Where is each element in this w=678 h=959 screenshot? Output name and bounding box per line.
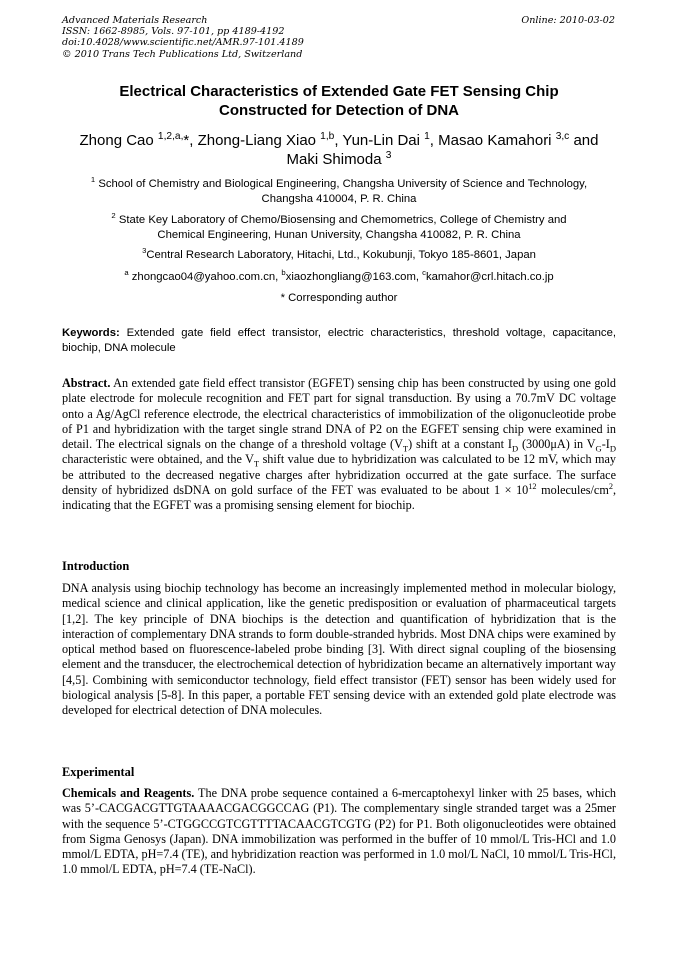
email-line [62, 270, 616, 285]
abstract-text: molecules/cm [536, 483, 609, 498]
affiliation-text: Central Research Laboratory, Hitachi, Ltd., Kokubunji, Tokyo 185-8601, Japan [146, 249, 536, 261]
affiliation-text: School of Chemistry and Biological Engineering, Changsha University of Science and Technology, [95, 178, 588, 190]
subsection-label: Chemicals and Reagents. [62, 786, 195, 800]
author-superscript: 3 [385, 150, 392, 161]
superscript: 2 [608, 482, 613, 492]
abstract-text: ) shift at a constant I [408, 437, 512, 452]
abstract-text: (3000μA) in V [518, 437, 596, 452]
journal-name: Advanced Materials Research [62, 15, 208, 26]
abstract-text: -I [601, 437, 610, 452]
author-superscript: 3,c [555, 131, 570, 142]
introduction-text: DNA analysis using biochip technology has become an increasingly implemented method in molecular biology, medical science and clinical application, like the genetic predisposition or evaluation of pharmaceutical targets [1,2]. The key principle of DNA biochips is the detection and quantification of hybridization that is the interaction of complementary DNA strands to form double-stranded hybrids. Most DNA chips were examined by optical method based on fluorescence-labeled probe binding [3]. With direct signal coupling of the biosensing element and the transducer, the electrochemical detection of hybridization became an alternatively important way [4,5]. Combining with semiconductor technology, field effect transistor (FET) sensor has been widely used for biological analysis [5-8]. In this paper, a portable FET sensing device with an extended gold plate electrode was developed for electrical detection of DNA molecules. [62, 581, 616, 718]
keywords [62, 326, 616, 356]
affiliation-line: Chemical Engineering, Hunan University, Changsha 410082, P. R. China [157, 229, 521, 241]
experimental-text: The DNA probe sequence contained a 6-mercaptohexyl linker with 25 bases, which was 5’-CACGACGTTGTAAAACGACGGCCAG (P1). The complementary single stranded target was a 25mer with the sequence 5’-CTGGCCGTCGTTTTACAACGTCGTG (P2) for P1. Both oligonucleotides were obtained from Sigma Genosys (Japan). DNA immobilization was performed in the buffer of 10 mmol/L Tris-HCl and 1.0 mmol/L EDTA, pH=7.4 (TE), and hybridization reaction was performed in 1.0 mol/L NaCl, 10 mmol/L Tris-HCl, 1.0 mmol/L EDTA, pH=7.4 (TE-NaCl). [62, 786, 616, 877]
email-superscript: c [422, 268, 426, 278]
abstract-label: Abstract. [62, 376, 111, 390]
online-date: Online: 2010-03-02 [521, 15, 615, 26]
author-name: , Yun-Lin Dai [334, 132, 425, 149]
subscript: D [609, 443, 617, 454]
subscript: T [402, 443, 409, 454]
corresponding-author: * Corresponding author [280, 292, 398, 304]
email-superscript: b [281, 268, 286, 278]
paper-title [62, 82, 616, 120]
email-address: xiaozhongliang@163.com, [285, 271, 423, 283]
author-superscript: 1 [424, 131, 430, 142]
abstract-text: An extended gate field effect transistor (EGFET) sensing chip has been constructed by using one gold plate electrode for molecule recognition and FET part for signal transduction. By using a 70.7mV DC voltage onto a Ag/AgCl reference electrode, the electrical characteristics of immobilization of the oligonucleotide probe of P1 and hybridization with the target single strand DNA of P2 on the EGFET sensing chip were examined in detail. The electrical signals on the change of a threshold voltage (V [62, 376, 616, 452]
affiliation-number: 3 [142, 246, 147, 256]
subscript: T [253, 458, 260, 469]
affiliation-text: State Key Laboratory of Chemo/Biosensing and Chemometrics, College of Chemistry and [115, 214, 567, 226]
introduction-heading: Introduction [62, 559, 130, 573]
subscript: D [511, 443, 519, 454]
author-line-1 [62, 131, 616, 150]
affiliation-3 [62, 248, 616, 263]
abstract-text: , indicating that the EGFET was a promising sensing element for biochip. [62, 483, 616, 513]
affiliation-line: Changsha 410004, P. R. China [261, 193, 417, 205]
email-address: zhongcao04@yahoo.com.cn, [128, 271, 282, 283]
author-name: Maki Shimoda [286, 151, 386, 168]
keywords-label: Keywords: [62, 327, 120, 339]
doi-line: doi:10.4028/www.scientific.net/AMR.97-101.4189 [62, 37, 304, 49]
affiliation-number: 1 [90, 175, 96, 185]
affiliation-1 [62, 177, 616, 207]
corresponding-star: * [183, 132, 190, 149]
keywords-text: Extended gate field effect transistor, electric characteristics, threshold voltage, capacitance, biochip, DNA molecule [62, 327, 616, 354]
author-superscript: 1,b [320, 131, 335, 142]
author-and: and [569, 132, 599, 149]
title-line-2: Constructed for Detection of DNA [219, 102, 459, 119]
author-name: , Zhong-Liang Xiao [189, 132, 321, 149]
journal-header [62, 15, 304, 60]
email-address: kamahor@crl.hitach.co.jp [426, 271, 554, 283]
email-superscript: a [124, 268, 129, 278]
affiliation-line [62, 213, 616, 228]
abstract-text: characteristic were obtained, and the V [62, 452, 254, 467]
experimental-paragraph [62, 786, 616, 878]
affiliation-number: 2 [111, 211, 116, 221]
issn-line: ISSN: 1662-8985, Vols. 97-101, pp 4189-4192 [62, 26, 285, 38]
author-name: , Masao Kamahori [429, 132, 556, 149]
author-name: Zhong Cao [79, 132, 158, 149]
abstract [62, 376, 616, 514]
author-superscript: 1,2,a, [157, 131, 184, 142]
author-list [62, 131, 616, 169]
copyright-line: © 2010 Trans Tech Publications Ltd, Switzerland [62, 48, 303, 60]
experimental-heading: Experimental [62, 765, 135, 779]
title-line-1: Electrical Characteristics of Extended Gate FET Sensing Chip [119, 83, 559, 100]
subscript: G [595, 443, 602, 454]
affiliation-2 [62, 213, 616, 243]
abstract-text: shift value due to hybridization was calculated to be 12 mV, which may be attributed to the decreased negative charges after hybridization occurred at the gate surface. The surface density of hybridized dsDNA on gold surface of the FET was evaluated to be about 1 × 10 [62, 452, 616, 498]
superscript: 12 [528, 482, 537, 492]
author-line-2 [62, 150, 616, 169]
affiliation-line [62, 177, 616, 192]
